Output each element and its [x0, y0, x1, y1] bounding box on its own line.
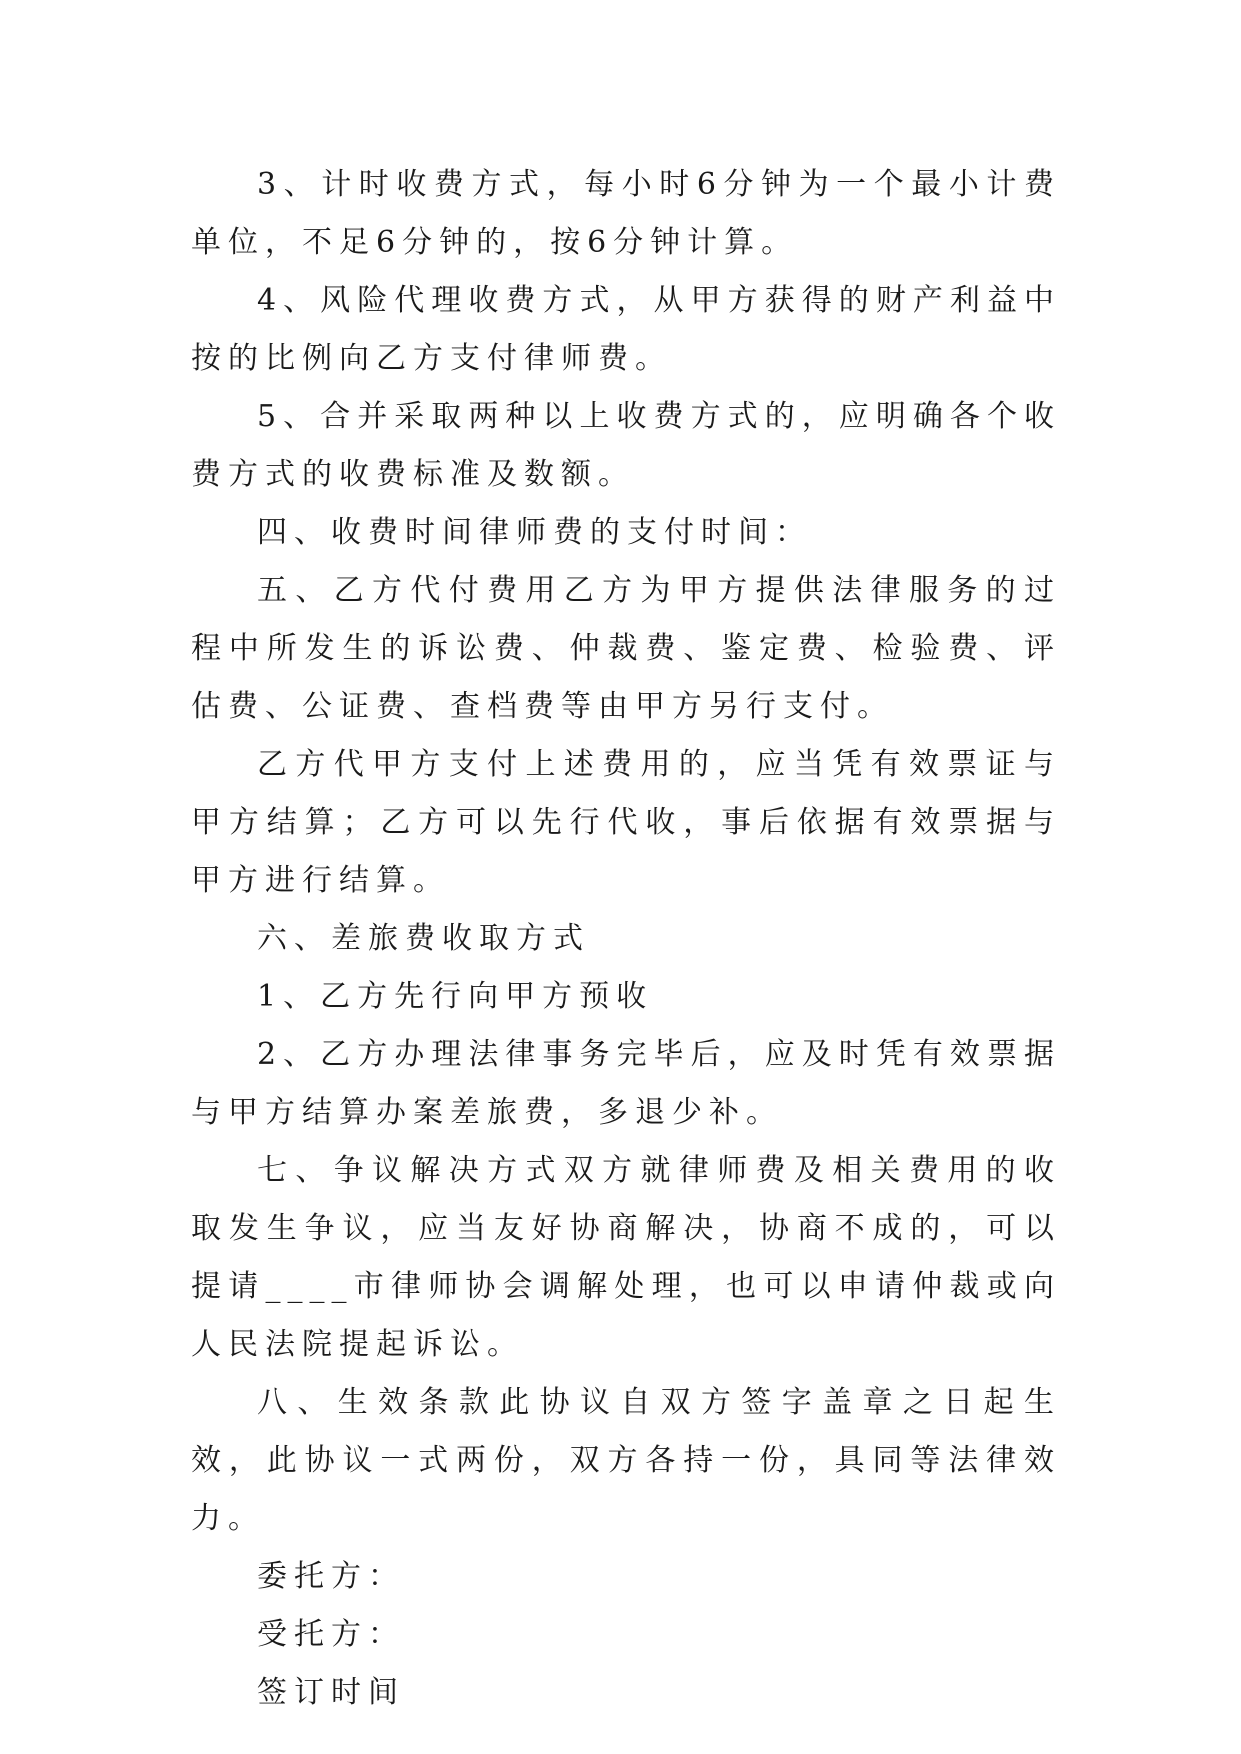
paragraph-travel-settlement: 2、乙方办理法律事务完毕后，应及时凭有效票据与甲方结算办案差旅费，多退少补。 [191, 1037, 1061, 1130]
signature-agent: 受托方： [257, 1617, 405, 1652]
section-payment-time: 四、收费时间律师费的支付时间： [257, 515, 812, 550]
section-effective-clause: 八、生效条款此协议自双方签字盖章之日起生效，此协议一式两份，双方各持一份，具同等法律效力。 [191, 1385, 1061, 1536]
paragraph-settlement: 乙方代甲方支付上述费用的，应当凭有效票证与甲方结算；乙方可以先行代收，事后依据有效票据与甲方进行结算。 [191, 747, 1061, 898]
signature-date: 签订时间 [257, 1675, 405, 1710]
signature-client: 委托方： [257, 1559, 405, 1594]
document-body [191, 156, 1061, 1722]
section-travel-expenses: 六、差旅费收取方式 [257, 921, 590, 956]
section-dispute-resolution: 七、争议解决方式双方就律师费及相关费用的收取发生争议，应当友好协商解决，协商不成的，可以提请____市律师协会调解处理，也可以申请仲裁或向人民法院提起诉讼。 [191, 1153, 1061, 1362]
section-advance-costs: 五、乙方代付费用乙方为甲方提供法律服务的过程中所发生的诉讼费、仲裁费、鉴定费、检验费、评估费、公证费、查档费等由甲方另行支付。 [191, 573, 1061, 724]
paragraph-travel-prepay: 1、乙方先行向甲方预收 [257, 979, 654, 1014]
paragraph-combined-fee: 5、合并采取两种以上收费方式的，应明确各个收费方式的收费标准及数额。 [191, 399, 1061, 492]
paragraph-hourly-fee: 3、计时收费方式，每小时6分钟为一个最小计费单位，不足6分钟的，按6分钟计算。 [191, 167, 1061, 260]
paragraph-risk-agency-fee: 4、风险代理收费方式，从甲方获得的财产利益中按的比例向乙方支付律师费。 [191, 283, 1061, 376]
